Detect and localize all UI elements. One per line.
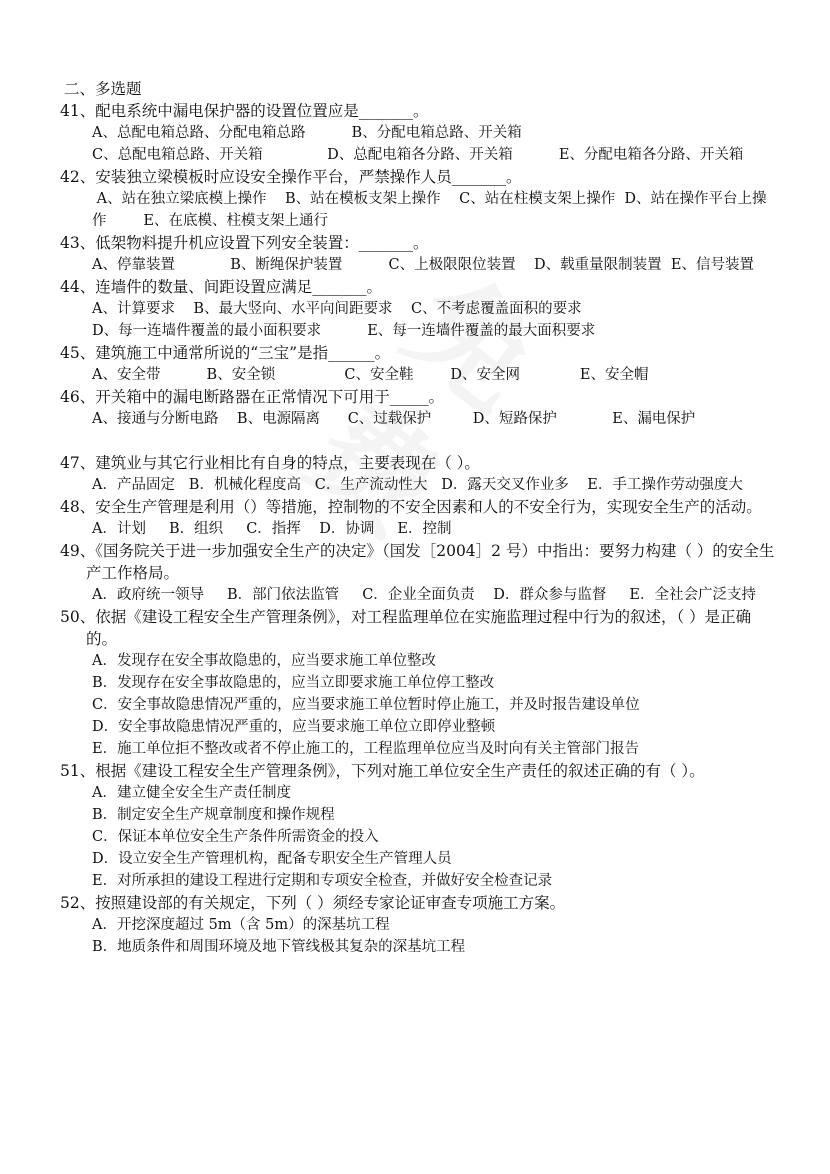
- spacer: [0, 430, 830, 452]
- question-options: A、总配电箱总路、分配电箱总路 B、分配电箱总路、开关箱 C、总配电箱总路、开关箱 D、总配电箱各分路、开关箱 E、分配电箱各分路、开关箱: [92, 125, 744, 163]
- question-stem: 44、连墙件的数量、间距设置应满足_______。: [60, 278, 382, 296]
- question-stem: 46、开关箱中的漏电断路器在正常情况下可用于_____。: [60, 388, 444, 406]
- option-b: B．制定安全生产规章制度和操作规程: [92, 807, 335, 823]
- option-e: E．施工单位拒不整改或者不停止施工的，工程监理单位应当及时向有关主管部门报告: [92, 741, 640, 757]
- question-stem: 48、安全生产管理是利用（）等措施，控制物的不安全因素和人的不安全行为，实现安全生产的活动。: [60, 498, 762, 516]
- section-title: 二、多选题: [64, 80, 142, 98]
- option-c: C．保证本单位安全生产条件所需资金的投入: [92, 829, 379, 845]
- question-options: A．产品固定 B．机械化程度高 C．生产流动性大 D．露天交叉作业多 E．手工操作劳动强度大: [92, 477, 743, 493]
- question-48: [0, 496, 830, 540]
- question-stem: 41、配电系统中漏电保护器的设置位置应是_______。: [60, 102, 429, 120]
- question-51: [0, 760, 830, 892]
- option-d: D．安全事故隐患情况严重的，应当要求施工单位立即停业整顿: [92, 719, 496, 735]
- option-c: C．安全事故隐患情况严重的，应当要求施工单位暂时停止施工，并及时报告建设单位: [92, 697, 640, 713]
- question-options: A、接通与分断电路 B、电源隔离 C、过载保护 D、短路保护 E、漏电保护: [92, 411, 696, 427]
- question-stem: 51、根据《建设工程安全生产管理条例》，下列对施工单位安全生产责任的叙述正确的有（ ）。: [60, 762, 705, 780]
- question-options: A．计划 B．组织 C．指挥 D．协调 E．控制: [92, 521, 452, 537]
- question-50: [0, 606, 830, 760]
- question-stem: 47、建筑业与其它行业相比有自身的特点，主要表现在（ ）。: [60, 454, 480, 472]
- question-options: A、站在独立梁底模上操作 B、站在模板支架上操作 C、站在柱模支架上操作 D、站在操作平台上操作 E、在底模、柱模支架上通行: [92, 191, 767, 229]
- option-b: B．发现存在安全事故隐患的，应当立即要求施工单位停工整改: [92, 675, 495, 691]
- question-stem: 42、安装独立梁模板时应设安全操作平台，严禁操作人员_______。: [60, 168, 522, 186]
- question-options: A．政府统一领导 B．部门依法监管 C．企业全面负责 D．群众参与监督 E．全社会广泛支持: [92, 587, 757, 603]
- option-a: A．发现存在安全事故隐患的，应当要求施工单位整改: [92, 653, 436, 669]
- question-41: [0, 100, 830, 166]
- question-49: [0, 540, 830, 606]
- option-d: D．设立安全生产管理机构，配备专职安全生产管理人员: [92, 851, 452, 867]
- question-stem: 52、按照建设部的有关规定，下列（ ）须经专家论证审查专项施工方案。: [60, 894, 566, 912]
- question-52: [0, 892, 830, 958]
- option-a: A．开挖深度超过 5m（含 5m）的深基坑工程: [92, 917, 390, 933]
- question-stem: 45、建筑施工中通常所说的“三宝”是指______。: [60, 344, 391, 362]
- question-options: A、计算要求 B、最大竖向、水平向间距要求 C、不考虑覆盖面积的要求 D、每一连墙件覆盖的最小面积要求 E、每一连墙件覆盖的最大面积要求: [92, 301, 596, 339]
- question-46: [0, 386, 830, 430]
- option-a: A．建立健全安全生产责任制度: [92, 785, 291, 801]
- question-43: [0, 232, 830, 276]
- question-47: [0, 452, 830, 496]
- option-e: E．对所承担的建设工程进行定期和专项安全检查，并做好安全检查记录: [92, 873, 553, 889]
- question-stem: 43、低架物料提升机应设置下列安全装置：_______。: [60, 234, 429, 252]
- document-page: [0, 78, 830, 958]
- question-42: [0, 166, 830, 232]
- question-options: A、停靠装置 B、断绳保护装置 C、上极限限位装置 D、载重量限制装置 E、信号装置: [92, 257, 754, 273]
- question-44: [0, 276, 830, 342]
- question-45: [0, 342, 830, 386]
- option-b: B．地质条件和周围环境及地下管线极其复杂的深基坑工程: [92, 939, 466, 955]
- question-stem: 50、依据《建设工程安全生产管理条例》，对工程监理单位在实施监理过程中行为的叙述，（ ）是正确的。: [60, 608, 752, 648]
- question-stem: 49、《国务院关于进一步加强安全生产的决定》（国发［2004］2 号）中指出：要努力构建（ ）的安全生产工作格局。: [60, 542, 775, 582]
- question-options: A、安全带 B、安全锁 C、安全鞋 D、安全网 E、安全帽: [92, 367, 649, 383]
